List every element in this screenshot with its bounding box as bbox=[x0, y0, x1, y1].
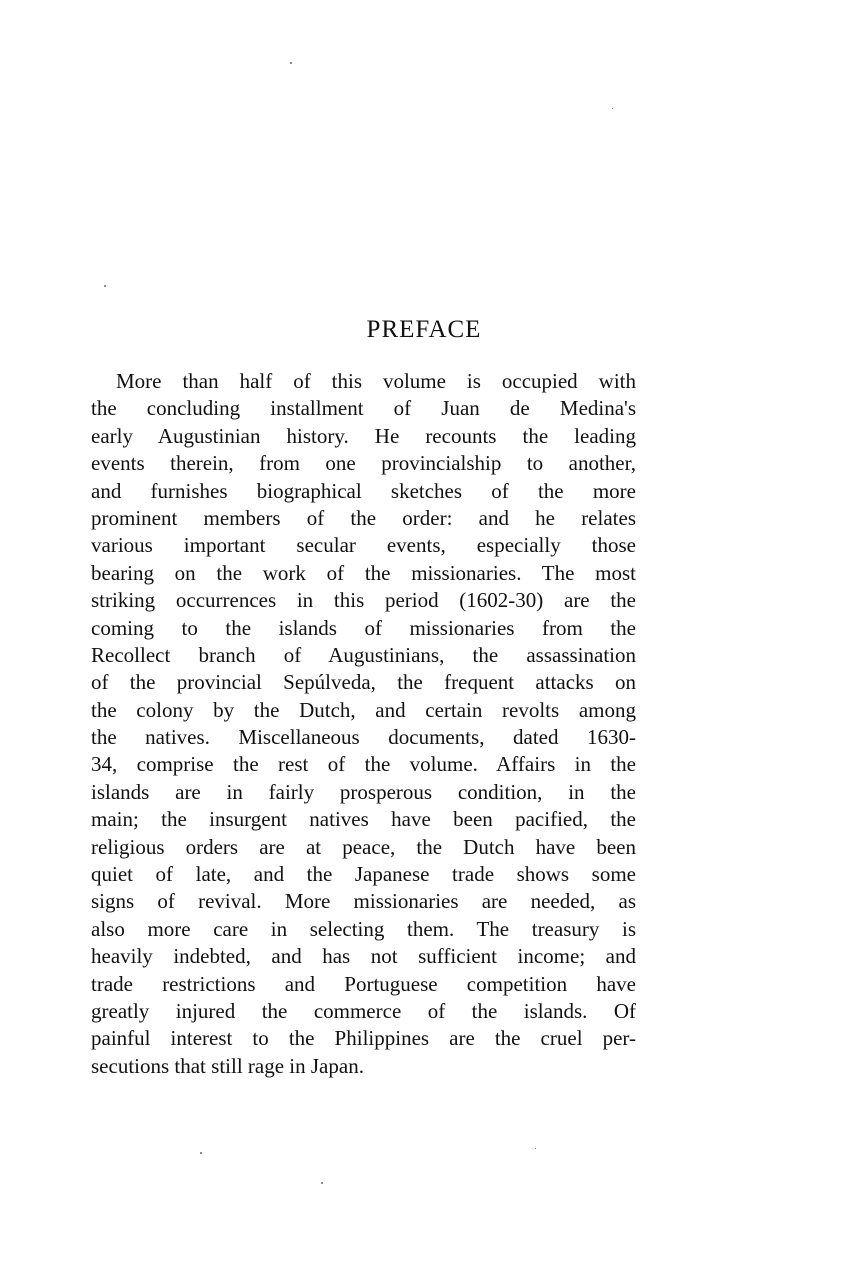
text-line: striking occurrences in this period (1602-30) are the bbox=[91, 588, 636, 613]
text-line: also more care in selecting them. The treasury is bbox=[91, 916, 636, 941]
text-line: painful interest to the Philippines are the cruel per- bbox=[91, 1026, 636, 1051]
text-line: 34, comprise the rest of the volume. Affairs in the bbox=[91, 752, 636, 777]
text-line: islands are in fairly prosperous condition, in the bbox=[91, 779, 636, 804]
scan-speck bbox=[290, 62, 292, 64]
text-line: various important secular events, especially those bbox=[91, 533, 636, 558]
text-line: prominent members of the order: and he relates bbox=[91, 505, 636, 530]
text-line: Recollect branch of Augustinians, the assassination bbox=[91, 642, 636, 667]
scan-speck bbox=[104, 285, 106, 287]
text-line: greatly injured the commerce of the islands. Of bbox=[91, 998, 636, 1023]
text-line: secutions that still rage in Japan. bbox=[91, 1053, 364, 1078]
preface-body bbox=[91, 368, 636, 1080]
text-line: heavily indebted, and has not sufficient income; and bbox=[91, 944, 636, 969]
text-line: the colony by the Dutch, and certain revolts among bbox=[91, 697, 636, 722]
text-line: the concluding installment of Juan de Medina's bbox=[91, 396, 636, 421]
text-line: events therein, from one provincialship to another, bbox=[91, 451, 636, 476]
text-line: of the provincial Sepúlveda, the frequent attacks on bbox=[91, 670, 636, 695]
text-line: and furnishes biographical sketches of the more bbox=[91, 478, 636, 503]
text-line: More than half of this volume is occupied with bbox=[116, 369, 636, 393]
text-line: religious orders are at peace, the Dutch have been bbox=[91, 834, 636, 859]
text-line: trade restrictions and Portuguese competition have bbox=[91, 971, 636, 996]
scan-speck bbox=[321, 1182, 323, 1184]
scan-speck bbox=[200, 1152, 202, 1154]
page-title: PREFACE bbox=[366, 316, 482, 343]
scan-speck bbox=[612, 108, 613, 109]
text-line: main; the insurgent natives have been pacified, the bbox=[91, 807, 636, 832]
text-line: the natives. Miscellaneous documents, dated 1630- bbox=[91, 725, 636, 750]
text-line: quiet of late, and the Japanese trade shows some bbox=[91, 862, 636, 887]
text-line: signs of revival. More missionaries are needed, as bbox=[91, 889, 636, 914]
scan-speck bbox=[535, 1148, 536, 1149]
text-line: coming to the islands of missionaries from the bbox=[91, 615, 636, 640]
text-line: bearing on the work of the missionaries. The most bbox=[91, 560, 636, 585]
text-line: early Augustinian history. He recounts the leading bbox=[91, 423, 636, 448]
